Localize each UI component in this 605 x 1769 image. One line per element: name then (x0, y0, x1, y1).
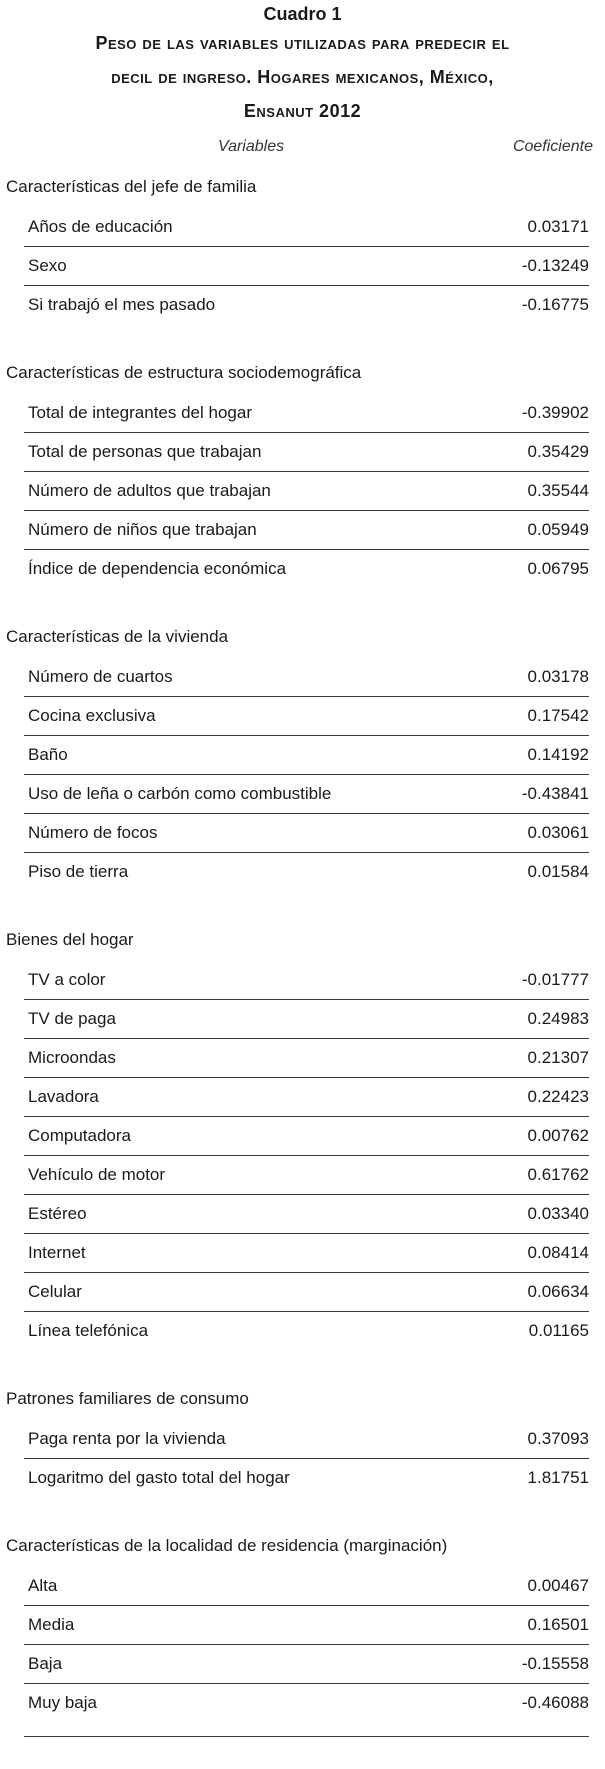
column-header-coeficiente: Coeficiente (512, 138, 593, 155)
table-row (24, 1312, 589, 1350)
table-row (24, 286, 589, 324)
coefficient-value: -0.15558 (521, 1654, 589, 1673)
table-row (24, 208, 589, 247)
coefficient-value: 0.05949 (527, 520, 589, 539)
coefficient-value: 0.21307 (527, 1048, 589, 1067)
variable-name: Si trabajó el mes pasado (28, 295, 216, 314)
coefficient-value: -0.43841 (521, 784, 589, 803)
table-number: Cuadro 1 (263, 4, 342, 24)
variable-name: Número de focos (28, 823, 158, 842)
variable-name: TV a color (28, 970, 106, 989)
coefficient-value: 0.03178 (527, 667, 589, 686)
table-row (24, 1459, 589, 1497)
coefficient-value: 0.06795 (527, 559, 589, 578)
table-row (24, 394, 589, 433)
variable-name: Vehículo de motor (28, 1165, 166, 1184)
table-row (24, 1117, 589, 1156)
variable-name: Media (28, 1615, 75, 1634)
variable-group (0, 168, 605, 324)
variable-name: Computadora (28, 1126, 132, 1145)
table-row (24, 1234, 589, 1273)
coefficient-value: 0.14192 (527, 745, 589, 764)
variable-name: TV de paga (28, 1009, 116, 1028)
group-title: Características de estructura sociodemográfica (6, 363, 362, 382)
variable-name: Internet (28, 1243, 86, 1262)
variable-name: Índice de dependencia económica (28, 559, 287, 578)
group-rows (0, 1420, 605, 1497)
column-headers (0, 130, 605, 168)
table-row (24, 433, 589, 472)
table-row (24, 1078, 589, 1117)
table-row (24, 1606, 589, 1645)
group-rows (0, 961, 605, 1350)
coefficient-value: 0.37093 (527, 1429, 589, 1448)
bottom-rule (24, 1736, 589, 1737)
variable-name: Número de niños que trabajan (28, 520, 257, 539)
table-row (24, 736, 589, 775)
coefficient-value: -0.13249 (521, 256, 589, 275)
table-row (24, 1195, 589, 1234)
coefficient-value: 0.24983 (527, 1009, 589, 1028)
table-row (24, 1684, 589, 1722)
variable-name: Baño (28, 745, 68, 764)
table-row (24, 961, 589, 1000)
variable-name: Baja (28, 1654, 63, 1673)
coefficient-value: 0.00467 (527, 1576, 589, 1595)
variable-group (0, 618, 605, 891)
column-header-variables: Variables (218, 138, 285, 155)
table-title (18, 26, 588, 128)
coefficient-value: 0.03061 (527, 823, 589, 842)
table-row (24, 1273, 589, 1312)
coefficient-value: 1.81751 (527, 1468, 589, 1487)
coefficient-value: 0.01165 (528, 1321, 589, 1340)
group-rows (0, 394, 605, 588)
table-row (24, 775, 589, 814)
coefficient-value: 0.35429 (527, 442, 589, 461)
variable-name: Logaritmo del gasto total del hogar (28, 1468, 290, 1487)
table-row (24, 1645, 589, 1684)
group-rows (0, 1567, 605, 1722)
group-title: Características de la vivienda (6, 627, 229, 646)
variable-name: Microondas (28, 1048, 116, 1067)
variable-name: Paga renta por la vivienda (28, 1429, 226, 1448)
variable-name: Piso de tierra (28, 862, 129, 881)
title-line: Peso de las variables utilizadas para predecir el (95, 33, 510, 53)
coefficient-value: 0.61762 (527, 1165, 589, 1184)
variable-group (0, 921, 605, 1350)
variable-name: Número de adultos que trabajan (28, 481, 271, 500)
variable-group (0, 354, 605, 588)
variable-name: Celular (28, 1282, 82, 1301)
variable-name: Total de integrantes del hogar (28, 403, 252, 422)
coefficient-value: -0.46088 (521, 1693, 589, 1712)
table-row (24, 853, 589, 891)
group-title: Características de la localidad de residencia (marginación) (6, 1536, 448, 1555)
table-row (24, 550, 589, 588)
coefficient-value: -0.16775 (521, 295, 589, 314)
table-row (24, 1039, 589, 1078)
variable-name: Estéreo (28, 1204, 87, 1223)
title-line: decil de ingreso. Hogares mexicanos, México, (111, 67, 494, 87)
variable-name: Alta (28, 1576, 58, 1595)
table-row (24, 247, 589, 286)
table-row (24, 1000, 589, 1039)
coefficient-value: 0.35544 (527, 481, 589, 500)
table-row (24, 472, 589, 511)
coefficient-value: 0.06634 (527, 1282, 589, 1301)
table-row (24, 1156, 589, 1195)
group-title: Bienes del hogar (6, 930, 134, 949)
table-row (24, 1420, 589, 1459)
variable-name: Sexo (28, 256, 67, 275)
variable-name: Cocina exclusiva (28, 706, 156, 725)
coefficient-value: 0.03171 (527, 217, 589, 236)
title-line: Ensanut 2012 (243, 101, 362, 121)
table-row (24, 814, 589, 853)
table-body (0, 168, 605, 1722)
group-rows (0, 658, 605, 891)
group-title: Características del jefe de familia (6, 177, 257, 196)
coefficient-value: 0.22423 (527, 1087, 589, 1106)
coefficient-value: 0.16501 (527, 1615, 589, 1634)
coefficient-value: 0.01584 (527, 862, 589, 881)
variable-name: Total de personas que trabajan (28, 442, 262, 461)
variable-name: Uso de leña o carbón como combustible (28, 784, 332, 803)
group-title: Patrones familiares de consumo (6, 1389, 249, 1408)
table-row (24, 511, 589, 550)
coefficient-value: 0.00762 (527, 1126, 589, 1145)
coefficient-value: -0.39902 (521, 403, 589, 422)
coefficient-value: 0.17542 (527, 706, 589, 725)
variable-group (0, 1527, 605, 1722)
coefficient-value: -0.01777 (521, 970, 589, 989)
group-rows (0, 208, 605, 324)
variable-name: Línea telefónica (28, 1321, 149, 1340)
table-row (24, 658, 589, 697)
variable-name: Lavadora (28, 1087, 99, 1106)
table-row (24, 1567, 589, 1606)
variable-name: Número de cuartos (28, 667, 173, 686)
variable-group (0, 1380, 605, 1497)
variable-name: Muy baja (28, 1693, 97, 1712)
variable-name: Años de educación (28, 217, 173, 236)
coefficient-value: 0.03340 (527, 1204, 589, 1223)
coefficient-value: 0.08414 (527, 1243, 589, 1262)
table-row (24, 697, 589, 736)
